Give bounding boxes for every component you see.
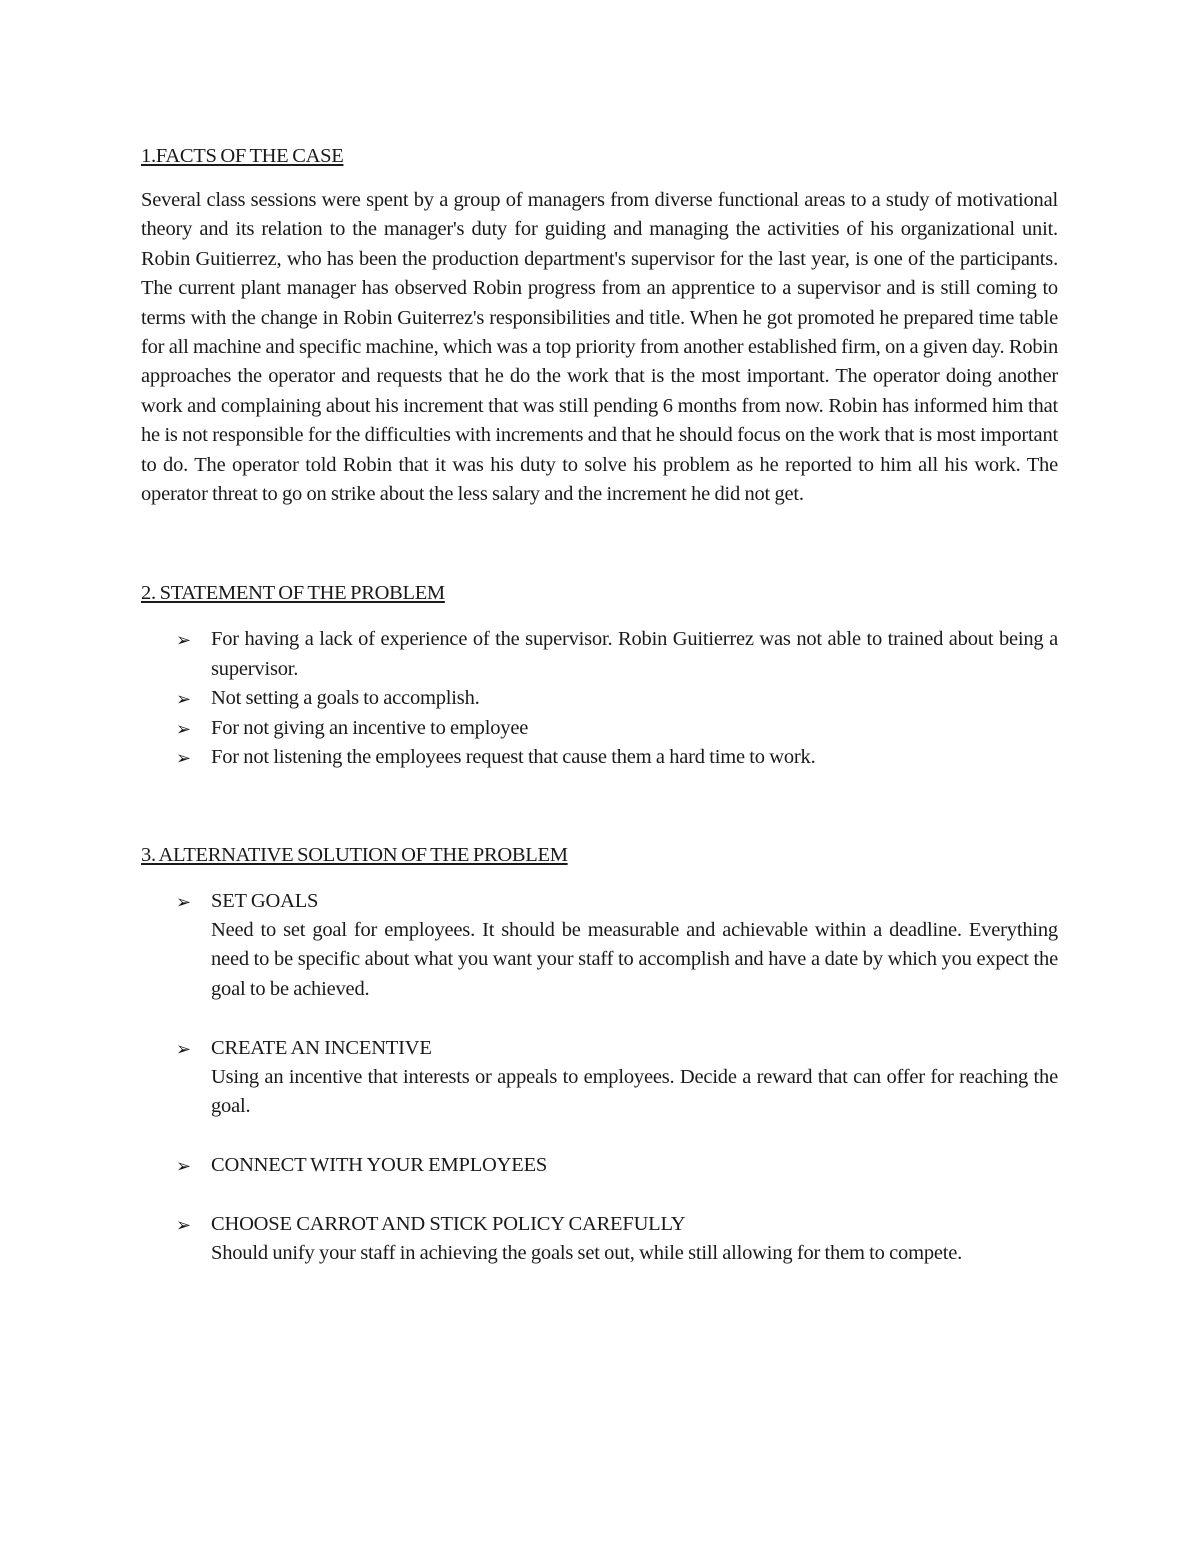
alternative-solution-section	[141, 841, 1058, 1269]
arrowhead-bullet-icon: ➢	[176, 630, 191, 652]
solution-description: Should unify your staff in achieving the goals set out, while still allowing for them to compete.	[211, 1242, 963, 1265]
problem-list	[141, 625, 1058, 772]
arrowhead-bullet-icon: ➢	[176, 1038, 191, 1060]
arrowhead-bullet-icon: ➢	[176, 891, 191, 913]
arrowhead-bullet-icon: ➢	[176, 748, 191, 770]
list-item-text: For not listening the employees request that cause them a hard time to work.	[211, 746, 816, 769]
list-item-text: For not giving an incentive to employee	[211, 716, 529, 739]
list-item	[141, 1210, 1058, 1269]
facts-heading: 1.FACTS OF THE CASE	[141, 145, 344, 167]
problem-statement-section	[141, 579, 1058, 772]
document-page	[141, 142, 1058, 1269]
list-item	[141, 684, 1058, 713]
solution-description: Using an incentive that interests or appeals to employees. Decide a reward that can offer for reaching the goal.	[211, 1065, 1058, 1118]
list-item	[141, 887, 1058, 1005]
solution-description: Need to set goal for employees. It should be measurable and achievable within a deadline. Everything need to be specific about what you want your staff to accomplish and have a date by which you expect the goal to be achieved.	[211, 918, 1058, 1000]
arrowhead-bullet-icon: ➢	[176, 1214, 191, 1236]
solution-title: CHOOSE CARROT AND STICK POLICY CAREFULLY	[211, 1212, 686, 1235]
list-item	[141, 714, 1058, 743]
list-item	[141, 743, 1058, 772]
facts-paragraph: Several class sessions were spent by a group of managers from diverse functional areas to a study of motivational theory and its relation to the manager's duty for guiding and managing the activities of his organizational unit. Robin Guitierrez, who has been the production department's supervisor for the last year, is one of the participants. The current plant manager has observed Robin progress from an apprentice to a supervisor and is still coming to terms with the change in Robin Guiterrez's responsibilities and title. When he got promoted he prepared time table for all machine and specific machine, which was a top priority from another established firm, on a given day. Robin approaches the operator and requests that he do the work that is the most important. The operator doing another work and complaining about his increment that was still pending 6 months from now. Robin has informed him that he is not responsible for the difficulties with increments and that he should focus on the work that is most important to do. The operator told Robin that it was his duty to solve his problem as he reported to him all his work. The operator threat to go on strike about the less salary and the increment he did not get.	[141, 189, 1058, 506]
list-item	[141, 625, 1058, 684]
solution-title: CREATE AN INCENTIVE	[211, 1036, 432, 1059]
list-item	[141, 1034, 1058, 1122]
arrowhead-bullet-icon: ➢	[176, 718, 191, 740]
list-item-text: For having a lack of experience of the supervisor. Robin Guitierrez was not able to trained about being a supervisor.	[211, 628, 1058, 680]
solution-title: CONNECT WITH YOUR EMPLOYEES	[211, 1154, 548, 1177]
problem-statement-heading: 2. STATEMENT OF THE PROBLEM	[141, 582, 445, 605]
arrowhead-bullet-icon: ➢	[176, 689, 191, 711]
solution-title: SET GOALS	[211, 889, 319, 912]
arrowhead-bullet-icon: ➢	[176, 1156, 191, 1178]
facts-section	[141, 142, 1058, 509]
alternative-solution-heading: 3. ALTERNATIVE SOLUTION OF THE PROBLEM	[141, 843, 568, 866]
list-item	[141, 1151, 1058, 1180]
solution-list	[141, 887, 1058, 1269]
list-item-text: Not setting a goals to accomplish.	[211, 687, 480, 710]
